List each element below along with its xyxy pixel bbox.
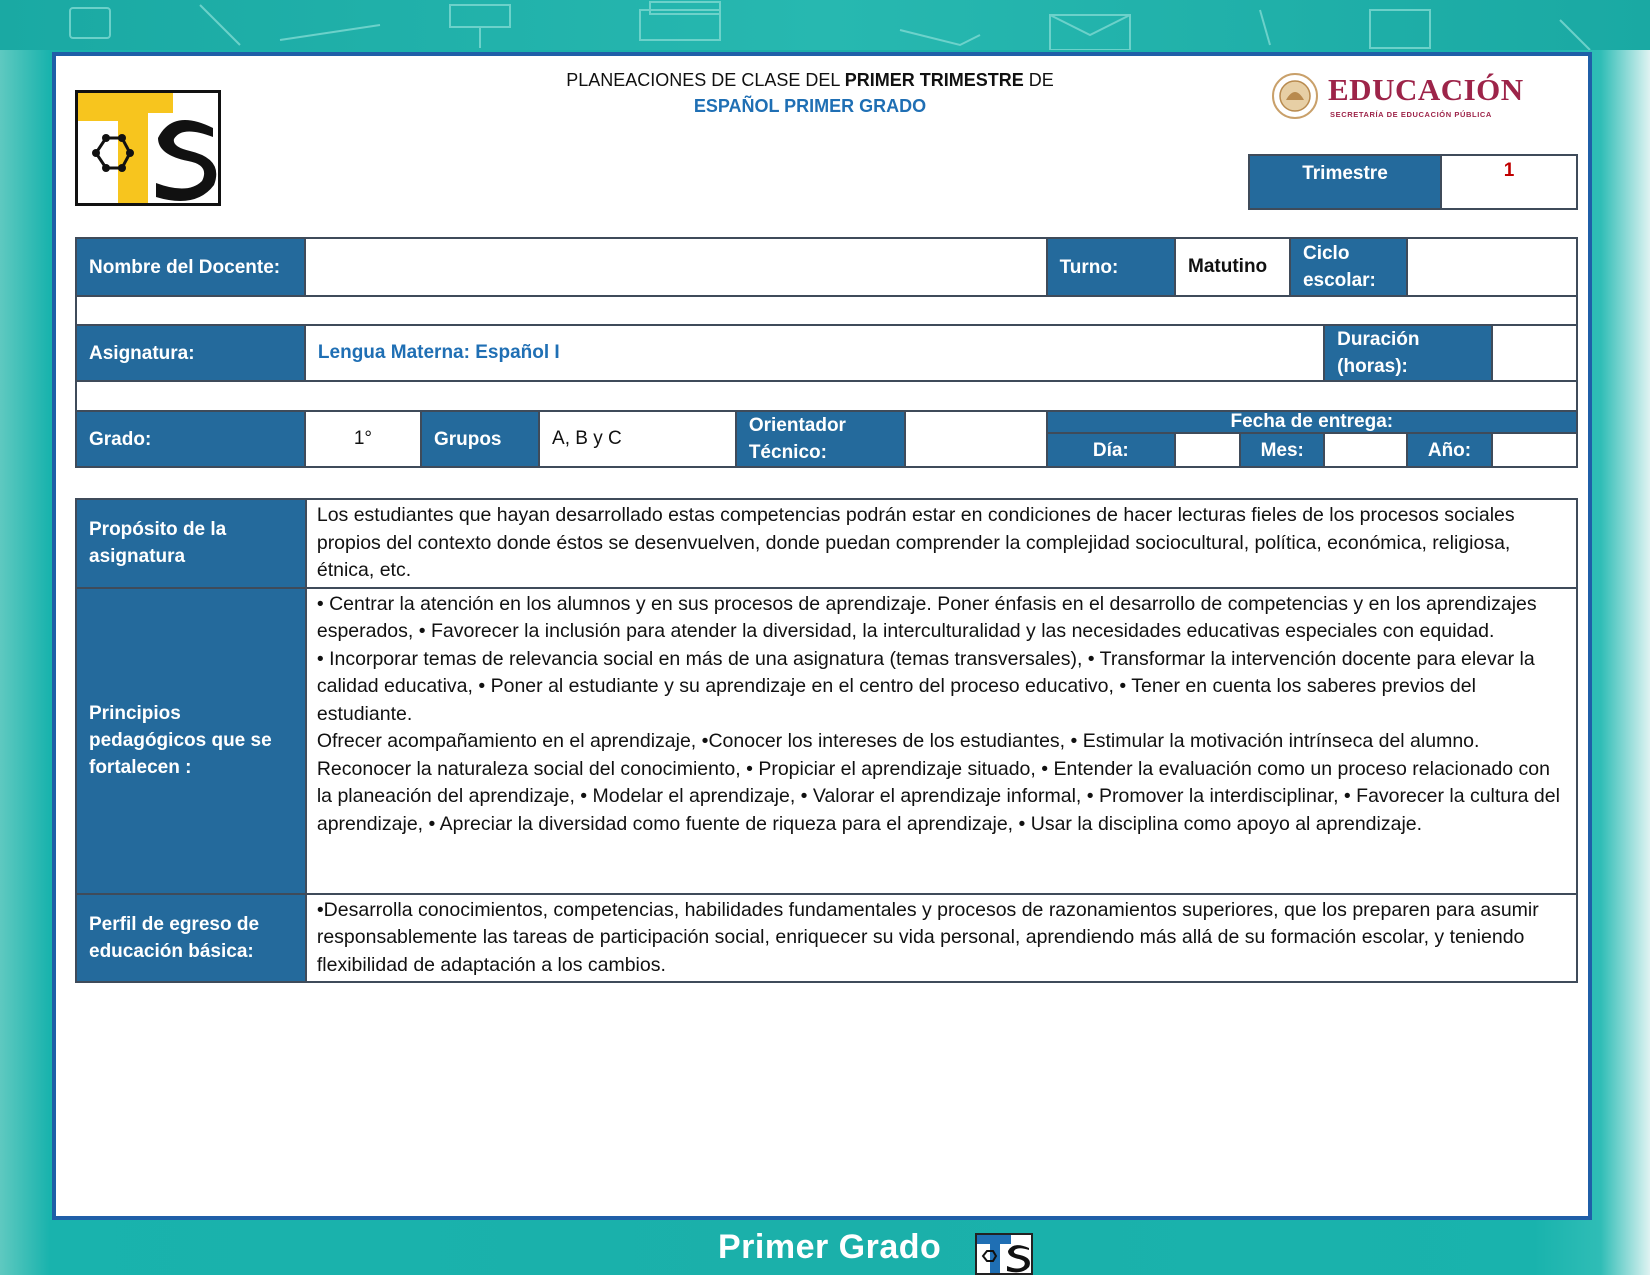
turno-label: Turno: xyxy=(1047,238,1175,296)
orientador-value[interactable] xyxy=(905,411,1047,467)
title-prefix: PLANEACIONES DE CLASE DEL xyxy=(566,70,845,90)
dia-label: Día: xyxy=(1047,433,1175,467)
spacer-row xyxy=(76,296,1577,325)
sections-table xyxy=(75,498,1578,983)
docente-label: Nombre del Docente: xyxy=(76,238,305,296)
spacer-row xyxy=(76,381,1577,411)
anio-label: Año: xyxy=(1407,433,1492,467)
principios-label: Principios pedagógicos que se fortalecen : xyxy=(76,588,306,894)
perfil-text: •Desarrolla conocimientos, competencias, habilidades fundamentales y procesos de razonamientos superiores, que los preparen para asumir responsablemente las tareas de participación social, enriquecer su vida personal, aprendiendo más allá de su formación escolar, y teniendo flexibilidad de adaptación a los cambios. xyxy=(306,894,1577,983)
principios-paragraph-1: • Centrar la atención en los alumnos y en sus procesos de aprendizaje. Poner énfasis en el desarrollo de competencias y en los aprendizajes esperados, • Favorecer la inclusión para atender la diversidad, la interculturalidad y las necesidades educativas especiales con equidad. xyxy=(316,592,1537,642)
perfil-label: Perfil de egreso de educación básica: xyxy=(76,894,306,983)
asignatura-value[interactable]: Lengua Materna: Español I xyxy=(305,325,1324,381)
sep-logo-subtext: SECRETARÍA DE EDUCACIÓN PÚBLICA xyxy=(1330,110,1492,119)
grupos-label: Grupos xyxy=(421,411,539,467)
ciclo-label: Ciclo escolar: xyxy=(1290,238,1407,296)
turno-value[interactable]: Matutino xyxy=(1175,238,1290,296)
footer-label: Primer Grado xyxy=(718,1228,942,1266)
info-table xyxy=(75,237,1578,468)
grado-label: Grado: xyxy=(76,411,305,467)
ts-logo xyxy=(75,90,221,206)
footer-ts-logo xyxy=(975,1233,1033,1275)
title-suffix: DE xyxy=(1023,70,1054,90)
trimestre-table xyxy=(1248,154,1578,210)
mes-label: Mes: xyxy=(1240,433,1324,467)
school-doodles-icon xyxy=(0,0,1650,50)
title-bold: PRIMER TRIMESTRE xyxy=(844,70,1024,90)
mes-value[interactable] xyxy=(1324,433,1407,467)
trimestre-value: 1 xyxy=(1441,155,1577,209)
sep-logo xyxy=(1270,70,1530,128)
grupos-value[interactable]: A, B y C xyxy=(539,411,736,467)
asignatura-label: Asignatura: xyxy=(76,325,305,381)
duracion-value[interactable] xyxy=(1492,325,1577,381)
docente-value[interactable] xyxy=(305,238,1047,296)
proposito-label: Propósito de la asignatura xyxy=(76,499,306,588)
mexican-emblem-icon xyxy=(1270,70,1320,122)
fecha-label: Fecha de entrega: xyxy=(1047,411,1577,433)
decorative-top-band xyxy=(0,0,1650,50)
principios-paragraph-3: Ofrecer acompañamiento en el aprendizaje, •Conocer los intereses de los estudiantes, • Estimular la motivación intrínseca del alumno. Reconocer la naturaleza social del conocimiento, • Propiciar el aprendizaje situado, • Entender la evaluación como un proceso relacionado con la planeación del aprendizaje, • Modelar el aprendizaje, • Valorar el aprendizaje informal, • Promover la interdisciplinar, • Favorecer la cultura del aprendizaje, • Apreciar la diversidad como fuente de riqueza para el aprendizaje, • Usar la disciplina como apoyo al aprendizaje. xyxy=(316,730,1560,835)
document-subtitle: ESPAÑOL PRIMER GRADO xyxy=(693,96,927,116)
duracion-label: Duración (horas): xyxy=(1324,325,1492,381)
proposito-text: Los estudiantes que hayan desarrollado estas competencias podrán estar en condiciones de hacer lecturas fieles de los procesos sociales propios del contexto donde éstos se desenvuelven, donde puedan comprender la complejidad sociocultural, política, económica, religiosa, étnica, etc. xyxy=(306,499,1577,588)
grado-value[interactable]: 1° xyxy=(305,411,421,467)
ciclo-value[interactable] xyxy=(1407,238,1577,296)
dia-value[interactable] xyxy=(1175,433,1240,467)
trimestre-label: Trimestre xyxy=(1249,155,1441,209)
sep-logo-text: EDUCACIÓN xyxy=(1328,72,1524,107)
orientador-label: Orientador Técnico: xyxy=(736,411,905,467)
principios-paragraph-2: • Incorporar temas de relevancia social en más de una asignatura (temas transversales), • Transformar la intervención docente para elevar la calidad educativa, • Poner al estudiante y su aprendizaje en el centro del proceso educativo, • Tener en cuenta los saberes previos del estudiante. xyxy=(316,647,1535,725)
document-title xyxy=(420,67,1200,119)
principios-text xyxy=(306,588,1577,894)
anio-value[interactable] xyxy=(1492,433,1577,467)
